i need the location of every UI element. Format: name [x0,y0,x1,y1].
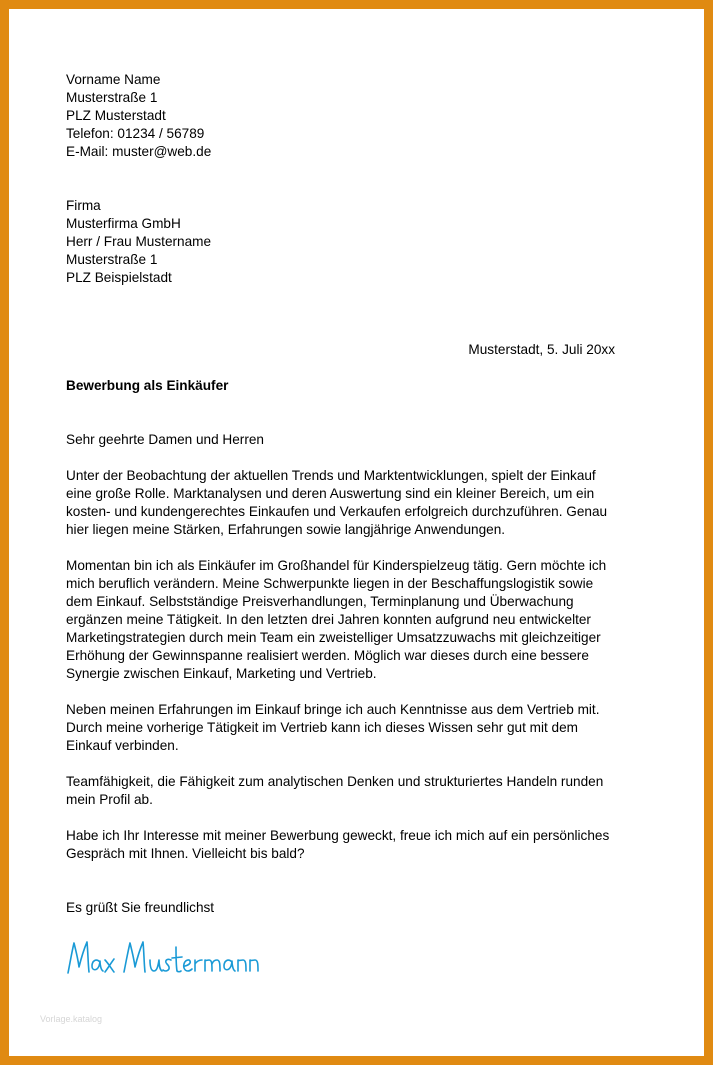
watermark-text: Vorlage.katalog [40,1014,103,1024]
paragraph-line: eine große Rolle. Marktanalysen und deren Auswertung sind ein kleiner Bereich, um ein [66,486,595,501]
paragraph-line: Neben meinen Erfahrungen im Einkauf bringe ich auch Kenntnisse aus dem Vertrieb mit. [66,702,600,717]
recipient-label: Firma [66,198,101,213]
sender-email: E-Mail: muster@web.de [66,144,212,159]
paragraph-line: Unter der Beobachtung der aktuellen Trends und Marktentwicklungen, spielt der Einkauf [66,468,596,483]
sender-phone: Telefon: 01234 / 56789 [66,126,205,141]
recipient-street: Musterstraße 1 [66,252,158,267]
paragraph-line: ergänzen meine Tätigkeit. In den letzten drei Jahren konnten aufgrund neu entwickelter [66,612,591,627]
letter-salutation: Sehr geehrte Damen und Herren [66,432,264,447]
paragraph-line: Habe ich Ihr Interesse mit meiner Bewerbung geweckt, freue ich mich auf ein persönliches [66,828,610,843]
paragraph-1 [66,467,641,539]
paragraph-4 [66,773,641,809]
paragraph-line: Marketingstrategien durch mein Team ein zweistelliger Umsatzzuwachs mit gleichzeitiger [66,630,601,645]
paragraph-2 [66,557,641,683]
paragraph-line: Einkauf verbinden. [66,738,179,753]
paragraph-line: Teamfähigkeit, die Fähigkeit zum analytischen Denken und strukturiertes Handeln runden [66,774,604,789]
recipient-city: PLZ Beispielstadt [66,270,172,285]
recipient-contact: Herr / Frau Mustername [66,234,212,249]
letter-subject: Bewerbung als Einkäufer [66,378,229,393]
sender-name: Vorname Name [66,72,161,87]
paragraph-line: dem Einkauf. Selbstständige Preisverhandlungen, Terminplanung und Überwachung [66,594,574,609]
paragraph-5 [66,827,641,863]
recipient-company: Musterfirma GmbH [66,216,181,231]
paragraph-line: mich beruflich verändern. Meine Schwerpunkte liegen in der Beschaffungslogistik sowie [66,576,594,591]
sender-street: Musterstraße 1 [66,90,158,105]
paragraph-line: kosten- und kundengerechtes Einkaufen und Verkaufen erfolgreich durchzuführen. Genau [66,504,608,519]
paragraph-line: Gespräch mit Ihnen. Vielleicht bis bald? [66,846,305,861]
paragraph-line: mein Profil ab. [66,792,153,807]
sender-address [66,71,641,161]
paragraph-line: Durch meine vorherige Tätigkeit im Vertrieb kann ich dieses Wissen sehr gut mit dem [66,720,578,735]
letter-date: Musterstadt, 5. Juli 20xx [468,342,615,357]
letter-document [66,71,641,917]
paragraph-line: Momentan bin ich als Einkäufer im Großhandel für Kinderspielzeug tätig. Gern möchte ich [66,558,607,573]
paragraph-line: Synergie zwischen Einkauf, Marketing und Vertrieb. [66,666,377,681]
paragraph-line: hier liegen meine Stärken, Erfahrungen sowie langjährige Anwendungen. [66,522,506,537]
letter-closing: Es grüßt Sie freundlichst [66,900,215,915]
recipient-address [66,197,641,287]
paragraph-line: Erhöhung der Gewinnspanne realisiert werden. Möglich war dieses durch eine bessere [66,648,589,663]
paragraph-3 [66,701,641,755]
handwritten-signature [66,937,286,981]
sender-city: PLZ Musterstadt [66,108,166,123]
